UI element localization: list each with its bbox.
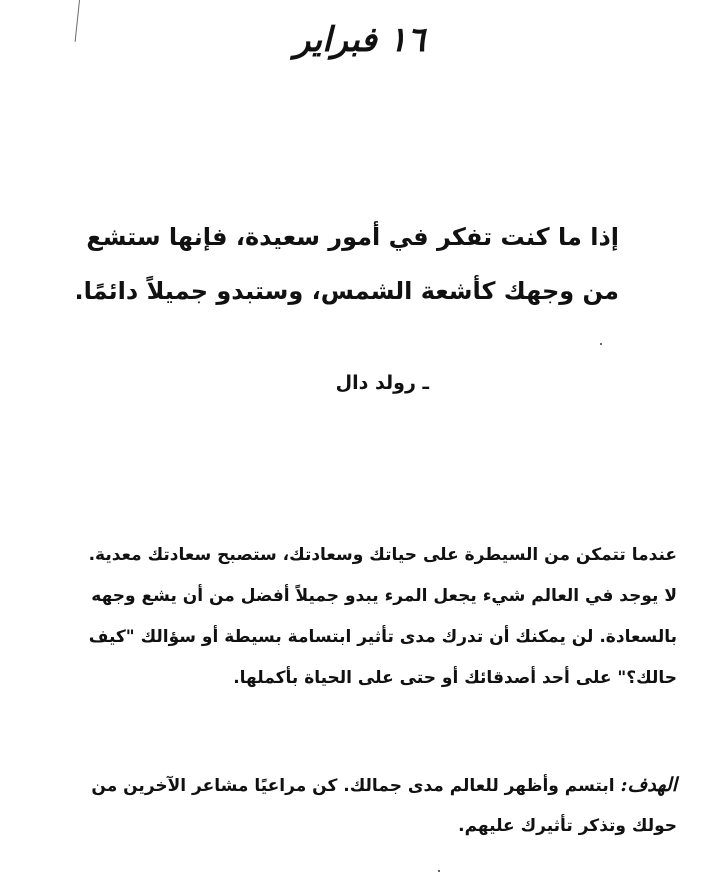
scan-speck bbox=[600, 343, 602, 345]
quote-author: ـ رولد دال bbox=[335, 372, 429, 394]
body-line-3: بالسعادة. لن يمكنك أن تدرك مدى تأثير ابتسامة بسيطة أو سؤالك "كيف bbox=[88, 627, 677, 647]
quote-line-1: إذا ما كنت تفكر في أمور سعيدة، فإنها ستشع bbox=[86, 223, 619, 251]
goal-line-1 bbox=[37, 765, 677, 806]
goal-text-1: ابتسم وأظهر للعالم مدى جمالك. كن مراعيًا مشاعر الآخرين من bbox=[91, 776, 615, 796]
goal-paragraph bbox=[37, 765, 677, 846]
body-paragraph bbox=[37, 535, 677, 699]
goal-line-2: حولك وتذكر تأثيرك عليهم. bbox=[458, 816, 677, 836]
quote-line-2: من وجهك كأشعة الشمس، وستبدو جميلاً دائمًا. bbox=[74, 277, 619, 305]
scan-speck bbox=[438, 870, 440, 872]
body-line-2: لا يوجد في العالم شيء يجعل المرء يبدو جميلاً أفضل من أن يشع وجهه bbox=[91, 586, 677, 606]
body-line-1: عندما تتمكن من السيطرة على حياتك وسعادتك، ستصبح سعادتك معدية. bbox=[88, 545, 677, 565]
quote bbox=[74, 210, 619, 318]
body-line-4: حالك؟" على أحد أصدقائك أو حتى على الحياة بأكملها. bbox=[233, 668, 677, 688]
page-date: ١٦ فبراير bbox=[293, 20, 426, 60]
goal-label: الهدف: bbox=[620, 774, 677, 796]
